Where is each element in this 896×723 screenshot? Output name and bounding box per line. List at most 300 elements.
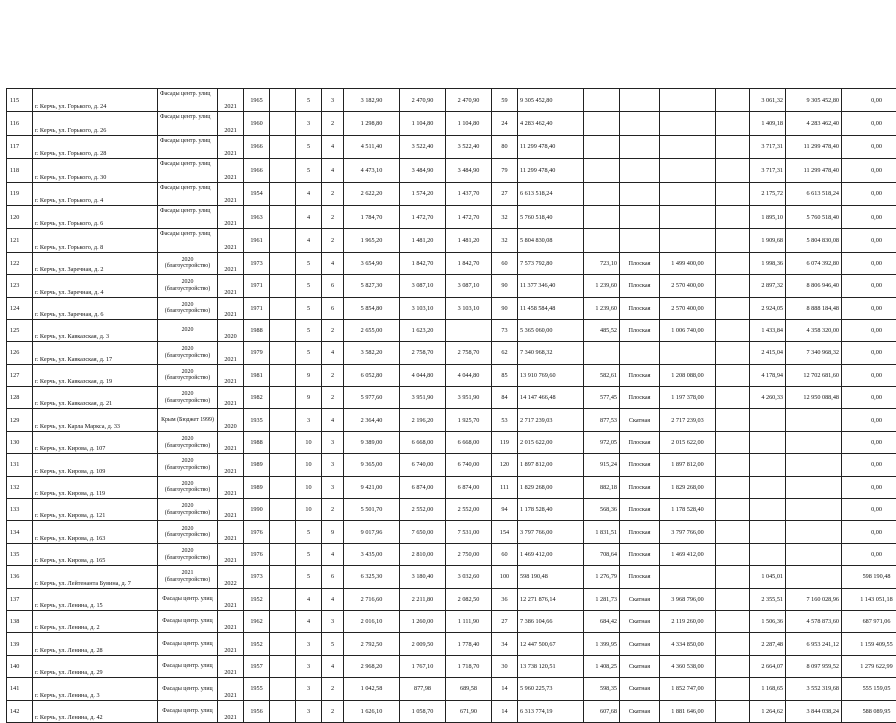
roof-cost-cell: 2 570 400,00 bbox=[660, 297, 716, 319]
row-number: 124 bbox=[7, 297, 33, 319]
row-number: 140 bbox=[7, 655, 33, 677]
roof-area-cell: 577,45 bbox=[584, 387, 620, 409]
facade-area-cell bbox=[750, 454, 786, 476]
other-cost-cell: 0,00 bbox=[842, 476, 896, 498]
total-cost-cell: 1 178 528,40 bbox=[518, 499, 584, 521]
floors-cell: 9 bbox=[296, 387, 322, 409]
residents-cell: 85 bbox=[492, 364, 518, 386]
program-cell: Фасады центр. улиц bbox=[158, 700, 218, 722]
blank-cell bbox=[270, 521, 296, 543]
total-area-cell: 9 421,00 bbox=[344, 476, 400, 498]
roof-type-cell: Скатная bbox=[620, 633, 660, 655]
facade-area-cell bbox=[750, 476, 786, 498]
roof-area-cell: 684,42 bbox=[584, 610, 620, 632]
apartment-area-cell: 3 032,60 bbox=[446, 566, 492, 588]
build-year-cell: 1961 bbox=[244, 229, 270, 252]
total-area-cell: 5 501,70 bbox=[344, 499, 400, 521]
facade-area-cell: 4 260,33 bbox=[750, 387, 786, 409]
table-row bbox=[7, 275, 896, 297]
roof-type-cell bbox=[620, 112, 660, 135]
roof-area-cell: 485,52 bbox=[584, 319, 620, 341]
total-area-cell: 1 042,58 bbox=[344, 678, 400, 700]
table-row bbox=[7, 252, 896, 274]
build-year-cell: 1988 bbox=[244, 431, 270, 453]
facade-area-cell: 2 897,32 bbox=[750, 275, 786, 297]
living-area-cell: 6 740,00 bbox=[400, 454, 446, 476]
table-row bbox=[7, 633, 896, 655]
residents-cell: 24 bbox=[492, 112, 518, 135]
program-cell: 2020 (благоустройство) bbox=[158, 297, 218, 319]
living-area-cell: 3 087,10 bbox=[400, 275, 446, 297]
blank-cell bbox=[716, 319, 750, 341]
facade-cost-cell: 8 806 946,40 bbox=[786, 275, 842, 297]
entrances-cell: 6 bbox=[322, 566, 344, 588]
residents-cell: 80 bbox=[492, 135, 518, 158]
plan-year-cell: 2021 bbox=[218, 112, 244, 135]
address-cell: г. Керчь, ул. Кавказская, д. 19 bbox=[33, 364, 158, 386]
total-cost-cell: 11 458 584,48 bbox=[518, 297, 584, 319]
floors-cell: 5 bbox=[296, 342, 322, 364]
facade-cost-cell bbox=[786, 454, 842, 476]
entrances-cell: 3 bbox=[322, 454, 344, 476]
other-cost-cell: 0,00 bbox=[842, 454, 896, 476]
plan-year-cell: 2021 bbox=[218, 342, 244, 364]
roof-type-cell bbox=[620, 89, 660, 112]
roof-type-cell: Плоская bbox=[620, 521, 660, 543]
residents-cell: 90 bbox=[492, 297, 518, 319]
address-cell: г. Керчь, ул. Кирова, д. 165 bbox=[33, 543, 158, 565]
plan-year-cell: 2021 bbox=[218, 543, 244, 565]
roof-type-cell: Скатная bbox=[620, 655, 660, 677]
address-cell: г. Керчь, ул. Ленина, д. 3 bbox=[33, 678, 158, 700]
living-area-cell: 6 668,00 bbox=[400, 431, 446, 453]
blank-cell bbox=[270, 610, 296, 632]
facade-cost-cell: 11 299 478,40 bbox=[786, 159, 842, 182]
total-area-cell: 1 626,10 bbox=[344, 700, 400, 722]
total-cost-cell: 4 283 462,40 bbox=[518, 112, 584, 135]
build-year-cell: 1956 bbox=[244, 700, 270, 722]
other-cost-cell: 0,00 bbox=[842, 182, 896, 205]
floors-cell: 3 bbox=[296, 112, 322, 135]
roof-area-cell: 1 276,79 bbox=[584, 566, 620, 588]
program-cell: Фасады центр. улиц bbox=[158, 610, 218, 632]
entrances-cell: 3 bbox=[322, 476, 344, 498]
blank-cell bbox=[270, 409, 296, 431]
blank-cell bbox=[716, 112, 750, 135]
table-row bbox=[7, 476, 896, 498]
total-cost-cell: 5 760 518,40 bbox=[518, 205, 584, 228]
facade-cost-cell: 12 950 088,48 bbox=[786, 387, 842, 409]
address-cell: г. Керчь, ул. Ленина, д. 2 bbox=[33, 610, 158, 632]
apartment-area-cell: 1 481,20 bbox=[446, 229, 492, 252]
other-cost-cell: 0,00 bbox=[842, 252, 896, 274]
other-cost-cell: 0,00 bbox=[842, 229, 896, 252]
facade-cost-cell: 4 578 873,60 bbox=[786, 610, 842, 632]
entrances-cell: 2 bbox=[322, 205, 344, 228]
table-row bbox=[7, 205, 896, 228]
row-number: 126 bbox=[7, 342, 33, 364]
roof-area-cell: 582,61 bbox=[584, 364, 620, 386]
build-year-cell: 1935 bbox=[244, 409, 270, 431]
blank-cell bbox=[270, 297, 296, 319]
blank-cell bbox=[270, 678, 296, 700]
roof-type-cell bbox=[620, 205, 660, 228]
address-cell: г. Керчь, ул. Кавказская, д. 3 bbox=[33, 319, 158, 341]
other-cost-cell: 598 190,48 bbox=[842, 566, 896, 588]
roof-type-cell bbox=[620, 229, 660, 252]
facade-area-cell: 3 717,31 bbox=[750, 159, 786, 182]
living-area-cell: 7 650,00 bbox=[400, 521, 446, 543]
blank-cell bbox=[716, 655, 750, 677]
plan-year-cell: 2021 bbox=[218, 297, 244, 319]
blank-cell bbox=[270, 135, 296, 158]
program-cell: 2020 (благоустройство) bbox=[158, 252, 218, 274]
roof-area-cell: 598,35 bbox=[584, 678, 620, 700]
roof-type-cell: Скатная bbox=[620, 610, 660, 632]
address-cell: г. Керчь, ул. Кирова, д. 109 bbox=[33, 454, 158, 476]
facade-area-cell: 2 287,48 bbox=[750, 633, 786, 655]
total-area-cell: 6 052,80 bbox=[344, 364, 400, 386]
row-number: 128 bbox=[7, 387, 33, 409]
apartment-area-cell: 2 470,90 bbox=[446, 89, 492, 112]
roof-area-cell bbox=[584, 135, 620, 158]
other-cost-cell: 0,00 bbox=[842, 499, 896, 521]
entrances-cell: 4 bbox=[322, 252, 344, 274]
program-cell: 2021 (благоустройство) bbox=[158, 566, 218, 588]
apartment-area-cell: 1 718,70 bbox=[446, 655, 492, 677]
floors-cell: 10 bbox=[296, 476, 322, 498]
total-area-cell: 1 965,20 bbox=[344, 229, 400, 252]
total-area-cell: 4 511,40 bbox=[344, 135, 400, 158]
total-cost-cell: 11 299 478,40 bbox=[518, 135, 584, 158]
build-year-cell: 1981 bbox=[244, 364, 270, 386]
build-year-cell: 1966 bbox=[244, 135, 270, 158]
living-area-cell: 3 484,90 bbox=[400, 159, 446, 182]
build-year-cell: 1989 bbox=[244, 476, 270, 498]
facade-cost-cell: 9 305 452,80 bbox=[786, 89, 842, 112]
plan-year-cell: 2021 bbox=[218, 476, 244, 498]
living-area-cell: 3 180,40 bbox=[400, 566, 446, 588]
address-cell: г. Керчь, ул. Лейтенанта Бувина, д. 7 bbox=[33, 566, 158, 588]
roof-cost-cell: 1 499 400,00 bbox=[660, 252, 716, 274]
facade-area-cell: 3 061,32 bbox=[750, 89, 786, 112]
total-area-cell: 9 389,00 bbox=[344, 431, 400, 453]
residents-cell: 27 bbox=[492, 610, 518, 632]
row-number: 116 bbox=[7, 112, 33, 135]
apartment-area-cell: 1 472,70 bbox=[446, 205, 492, 228]
other-cost-cell: 0,00 bbox=[842, 319, 896, 341]
table-row bbox=[7, 678, 896, 700]
roof-cost-cell: 1 178 528,40 bbox=[660, 499, 716, 521]
facade-area-cell: 2 664,07 bbox=[750, 655, 786, 677]
row-number: 129 bbox=[7, 409, 33, 431]
other-cost-cell: 0,00 bbox=[842, 387, 896, 409]
blank-cell bbox=[716, 252, 750, 274]
blank-cell bbox=[270, 89, 296, 112]
apartment-area-cell: 4 044,80 bbox=[446, 364, 492, 386]
facade-cost-cell: 3 844 038,24 bbox=[786, 700, 842, 722]
build-year-cell: 1962 bbox=[244, 610, 270, 632]
facade-area-cell: 1 433,84 bbox=[750, 319, 786, 341]
build-year-cell: 1982 bbox=[244, 387, 270, 409]
facade-cost-cell: 5 760 518,40 bbox=[786, 205, 842, 228]
table-row bbox=[7, 543, 896, 565]
apartment-area-cell: 1 437,70 bbox=[446, 182, 492, 205]
facade-area-cell bbox=[750, 431, 786, 453]
entrances-cell: 2 bbox=[322, 229, 344, 252]
roof-cost-cell: 1 469 412,00 bbox=[660, 543, 716, 565]
facade-area-cell bbox=[750, 521, 786, 543]
build-year-cell: 1965 bbox=[244, 89, 270, 112]
roof-type-cell: Плоская bbox=[620, 319, 660, 341]
address-cell: г. Керчь, ул. Ленина, д. 42 bbox=[33, 700, 158, 722]
program-cell: 2020 (благоустройство) bbox=[158, 275, 218, 297]
blank-cell bbox=[716, 342, 750, 364]
program-cell: 2020 (благоустройство) bbox=[158, 342, 218, 364]
roof-cost-cell: 2 119 260,00 bbox=[660, 610, 716, 632]
build-year-cell: 1952 bbox=[244, 588, 270, 610]
program-cell: Фасады центр. улиц bbox=[158, 229, 218, 252]
apartment-area-cell: 2 552,00 bbox=[446, 499, 492, 521]
plan-year-cell: 2021 bbox=[218, 135, 244, 158]
total-area-cell: 5 854,80 bbox=[344, 297, 400, 319]
blank-cell bbox=[716, 182, 750, 205]
living-area-cell: 1 481,20 bbox=[400, 229, 446, 252]
residents-cell: 100 bbox=[492, 566, 518, 588]
facade-cost-cell: 11 299 478,40 bbox=[786, 135, 842, 158]
living-area-cell: 2 552,00 bbox=[400, 499, 446, 521]
table-row bbox=[7, 610, 896, 632]
other-cost-cell: 0,00 bbox=[842, 543, 896, 565]
row-number: 119 bbox=[7, 182, 33, 205]
facade-cost-cell: 4 358 320,00 bbox=[786, 319, 842, 341]
address-cell: г. Керчь, ул. Кавказская, д. 17 bbox=[33, 342, 158, 364]
facade-area-cell: 1 909,68 bbox=[750, 229, 786, 252]
roof-area-cell bbox=[584, 112, 620, 135]
roof-area-cell: 915,24 bbox=[584, 454, 620, 476]
build-year-cell: 1988 bbox=[244, 319, 270, 341]
facade-area-cell: 1 168,65 bbox=[750, 678, 786, 700]
total-area-cell: 5 827,30 bbox=[344, 275, 400, 297]
entrances-cell: 2 bbox=[322, 319, 344, 341]
total-cost-cell: 7 386 104,66 bbox=[518, 610, 584, 632]
floors-cell: 3 bbox=[296, 700, 322, 722]
floors-cell: 10 bbox=[296, 454, 322, 476]
floors-cell: 3 bbox=[296, 655, 322, 677]
facade-area-cell: 2 355,51 bbox=[750, 588, 786, 610]
floors-cell: 4 bbox=[296, 182, 322, 205]
build-year-cell: 1952 bbox=[244, 633, 270, 655]
living-area-cell: 2 009,50 bbox=[400, 633, 446, 655]
facade-cost-cell: 6 953 241,12 bbox=[786, 633, 842, 655]
blank-cell bbox=[716, 159, 750, 182]
floors-cell: 5 bbox=[296, 521, 322, 543]
build-year-cell: 1966 bbox=[244, 159, 270, 182]
apartment-area-cell: 1 778,40 bbox=[446, 633, 492, 655]
table-row bbox=[7, 297, 896, 319]
living-area-cell: 1 472,70 bbox=[400, 205, 446, 228]
build-year-cell: 1955 bbox=[244, 678, 270, 700]
facade-area-cell: 1 264,62 bbox=[750, 700, 786, 722]
facade-area-cell: 1 045,01 bbox=[750, 566, 786, 588]
entrances-cell: 2 bbox=[322, 700, 344, 722]
roof-area-cell bbox=[584, 205, 620, 228]
blank-cell bbox=[716, 543, 750, 565]
apartment-area-cell: 3 484,90 bbox=[446, 159, 492, 182]
row-number: 118 bbox=[7, 159, 33, 182]
build-year-cell: 1971 bbox=[244, 275, 270, 297]
residents-cell: 60 bbox=[492, 252, 518, 274]
residents-cell: 60 bbox=[492, 543, 518, 565]
total-area-cell: 2 016,10 bbox=[344, 610, 400, 632]
entrances-cell: 2 bbox=[322, 182, 344, 205]
other-cost-cell: 1 159 409,55 bbox=[842, 633, 896, 655]
blank-cell bbox=[716, 476, 750, 498]
build-year-cell: 1960 bbox=[244, 112, 270, 135]
table-row bbox=[7, 655, 896, 677]
facade-cost-cell: 8 888 184,48 bbox=[786, 297, 842, 319]
build-year-cell: 1979 bbox=[244, 342, 270, 364]
total-cost-cell: 1 469 412,00 bbox=[518, 543, 584, 565]
total-cost-cell: 5 804 830,08 bbox=[518, 229, 584, 252]
facade-area-cell: 1 895,10 bbox=[750, 205, 786, 228]
blank-cell bbox=[270, 588, 296, 610]
blank-cell bbox=[270, 543, 296, 565]
row-number: 142 bbox=[7, 700, 33, 722]
blank-cell bbox=[270, 252, 296, 274]
blank-cell bbox=[270, 319, 296, 341]
facade-area-cell bbox=[750, 409, 786, 431]
housing-repair-table bbox=[6, 88, 896, 723]
facade-cost-cell bbox=[786, 409, 842, 431]
apartment-area-cell: 2 758,70 bbox=[446, 342, 492, 364]
row-number: 122 bbox=[7, 252, 33, 274]
total-area-cell: 2 792,50 bbox=[344, 633, 400, 655]
apartment-area-cell bbox=[446, 319, 492, 341]
apartment-area-cell: 2 082,50 bbox=[446, 588, 492, 610]
total-area-cell: 9 365,00 bbox=[344, 454, 400, 476]
facade-area-cell: 2 415,04 bbox=[750, 342, 786, 364]
roof-area-cell bbox=[584, 342, 620, 364]
table-row bbox=[7, 409, 896, 431]
program-cell: 2020 (благоустройство) bbox=[158, 364, 218, 386]
roof-type-cell: Скатная bbox=[620, 409, 660, 431]
floors-cell: 5 bbox=[296, 135, 322, 158]
program-cell: Фасады центр. улиц bbox=[158, 655, 218, 677]
blank-cell bbox=[716, 454, 750, 476]
total-cost-cell: 14 147 466,48 bbox=[518, 387, 584, 409]
roof-area-cell bbox=[584, 229, 620, 252]
table-row bbox=[7, 566, 896, 588]
facade-cost-cell bbox=[786, 543, 842, 565]
facade-area-cell: 1 409,18 bbox=[750, 112, 786, 135]
roof-area-cell: 1 831,51 bbox=[584, 521, 620, 543]
roof-type-cell: Плоская bbox=[620, 566, 660, 588]
living-area-cell: 3 951,90 bbox=[400, 387, 446, 409]
blank-cell bbox=[270, 275, 296, 297]
plan-year-cell: 2021 bbox=[218, 454, 244, 476]
facade-cost-cell bbox=[786, 521, 842, 543]
residents-cell: 111 bbox=[492, 476, 518, 498]
roof-area-cell bbox=[584, 89, 620, 112]
facade-cost-cell bbox=[786, 566, 842, 588]
build-year-cell: 1973 bbox=[244, 252, 270, 274]
total-cost-cell: 598 190,48 bbox=[518, 566, 584, 588]
facade-cost-cell: 6 074 392,80 bbox=[786, 252, 842, 274]
program-cell: Фасады центр. улиц bbox=[158, 159, 218, 182]
entrances-cell: 4 bbox=[322, 159, 344, 182]
table-row bbox=[7, 342, 896, 364]
entrances-cell: 3 bbox=[322, 89, 344, 112]
total-area-cell: 5 977,60 bbox=[344, 387, 400, 409]
blank-cell bbox=[716, 678, 750, 700]
facade-area-cell: 2 175,72 bbox=[750, 182, 786, 205]
build-year-cell: 1963 bbox=[244, 205, 270, 228]
entrances-cell: 2 bbox=[322, 387, 344, 409]
table-row bbox=[7, 112, 896, 135]
table-row bbox=[7, 387, 896, 409]
facade-area-cell bbox=[750, 499, 786, 521]
program-cell: 2020 bbox=[158, 319, 218, 341]
row-number: 134 bbox=[7, 521, 33, 543]
roof-area-cell: 723,10 bbox=[584, 252, 620, 274]
blank-cell bbox=[716, 499, 750, 521]
total-area-cell: 4 473,10 bbox=[344, 159, 400, 182]
other-cost-cell: 1 279 622,99 bbox=[842, 655, 896, 677]
floors-cell: 5 bbox=[296, 252, 322, 274]
address-cell: г. Керчь, ул. Горького, д. 26 bbox=[33, 112, 158, 135]
roof-cost-cell: 1 852 747,00 bbox=[660, 678, 716, 700]
plan-year-cell: 2021 bbox=[218, 678, 244, 700]
address-cell: г. Керчь, ул. Горького, д. 30 bbox=[33, 159, 158, 182]
roof-cost-cell: 3 968 796,00 bbox=[660, 588, 716, 610]
facade-area-cell: 4 178,94 bbox=[750, 364, 786, 386]
entrances-cell: 4 bbox=[322, 342, 344, 364]
roof-cost-cell: 4 360 538,00 bbox=[660, 655, 716, 677]
program-cell: 2020 (благоустройство) bbox=[158, 499, 218, 521]
address-cell: г. Керчь, ул. Заречная, д. 2 bbox=[33, 252, 158, 274]
apartment-area-cell: 3 103,10 bbox=[446, 297, 492, 319]
roof-area-cell bbox=[584, 182, 620, 205]
blank-cell bbox=[270, 499, 296, 521]
blank-cell bbox=[716, 89, 750, 112]
floors-cell: 10 bbox=[296, 499, 322, 521]
floors-cell: 5 bbox=[296, 543, 322, 565]
total-area-cell: 3 654,90 bbox=[344, 252, 400, 274]
apartment-area-cell: 3 087,10 bbox=[446, 275, 492, 297]
blank-cell bbox=[270, 476, 296, 498]
facade-cost-cell bbox=[786, 431, 842, 453]
apartment-area-cell: 3 951,90 bbox=[446, 387, 492, 409]
floors-cell: 5 bbox=[296, 275, 322, 297]
program-cell: Фасады центр. улиц bbox=[158, 112, 218, 135]
roof-type-cell: Плоская bbox=[620, 387, 660, 409]
table-row bbox=[7, 431, 896, 453]
floors-cell: 4 bbox=[296, 610, 322, 632]
total-cost-cell: 5 365 060,00 bbox=[518, 319, 584, 341]
blank-cell bbox=[270, 454, 296, 476]
living-area-cell: 2 470,90 bbox=[400, 89, 446, 112]
apartment-area-cell: 1 111,90 bbox=[446, 610, 492, 632]
entrances-cell: 6 bbox=[322, 275, 344, 297]
total-area-cell: 9 017,96 bbox=[344, 521, 400, 543]
facade-cost-cell bbox=[786, 499, 842, 521]
blank-cell bbox=[716, 409, 750, 431]
entrances-cell: 3 bbox=[322, 431, 344, 453]
facade-cost-cell: 7 160 028,96 bbox=[786, 588, 842, 610]
table-row bbox=[7, 135, 896, 158]
address-cell: г. Керчь, ул. Заречная, д. 6 bbox=[33, 297, 158, 319]
